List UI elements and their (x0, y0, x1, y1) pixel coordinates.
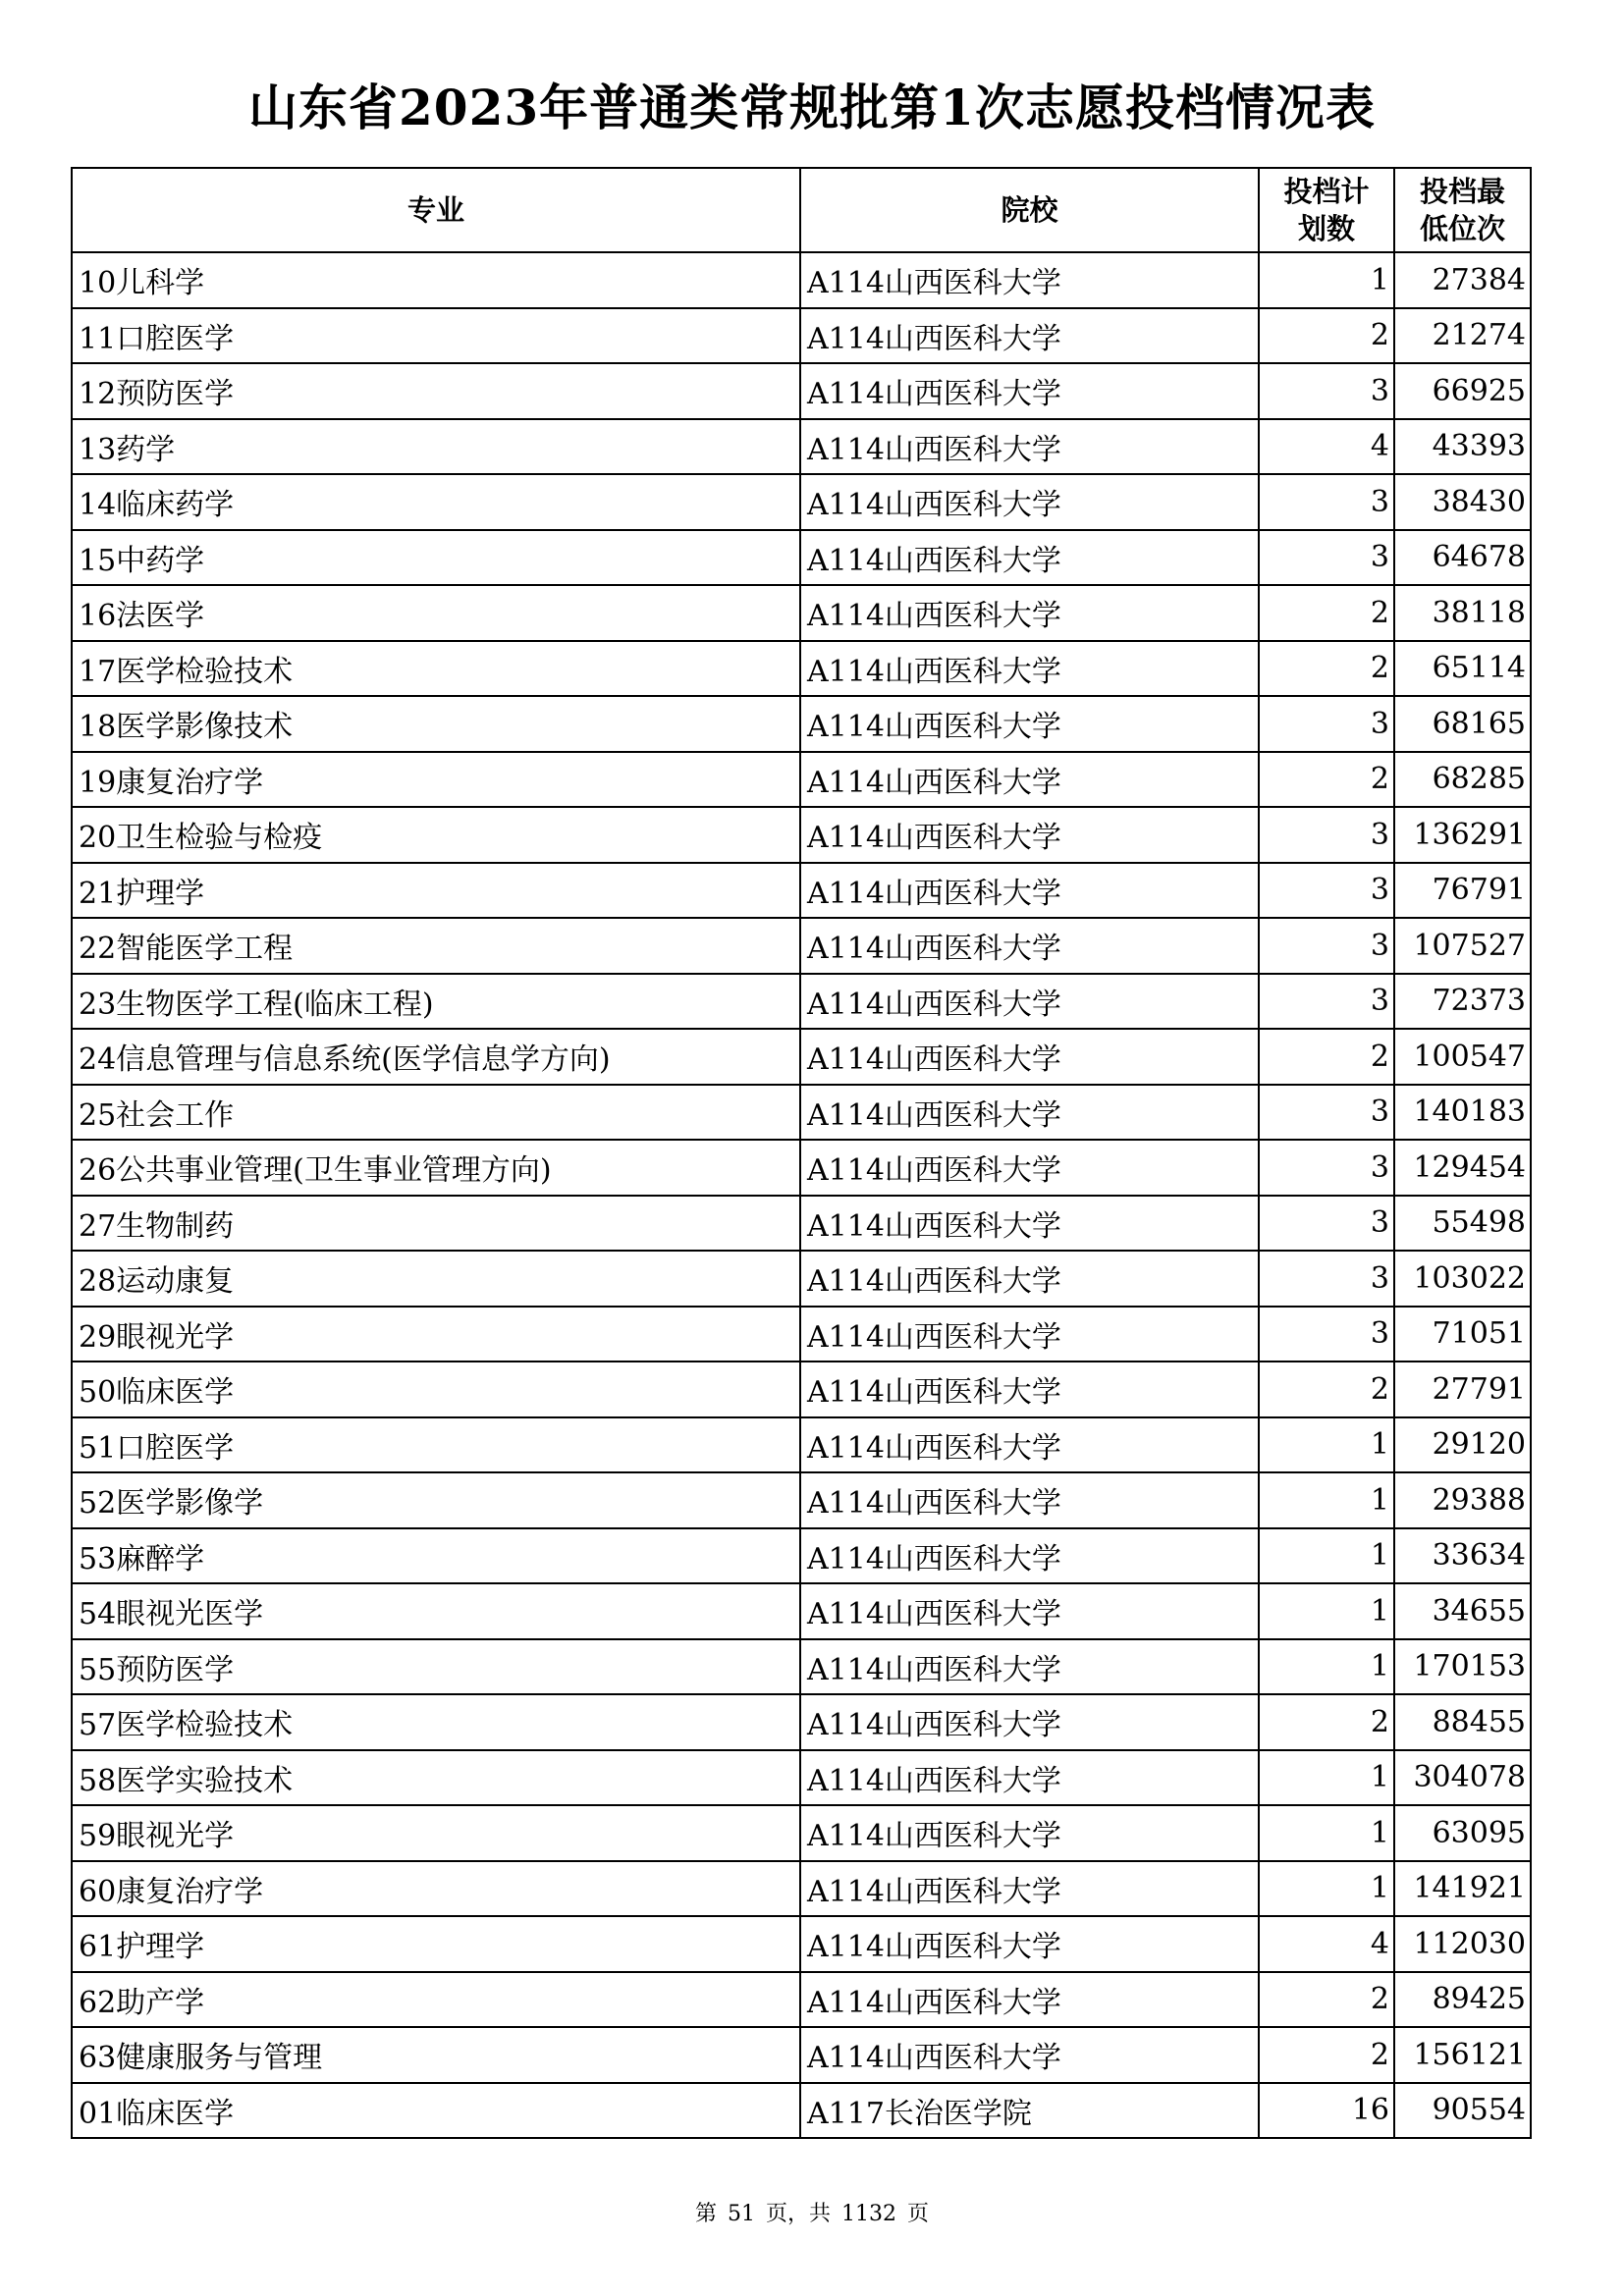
table-row (72, 1085, 1531, 1141)
cell-major: 28运动康复 (72, 1251, 800, 1307)
cell-plan: 4 (1259, 1916, 1394, 1972)
table-row (72, 1140, 1531, 1196)
cell-plan: 3 (1259, 807, 1394, 863)
cell-plan: 2 (1259, 1362, 1394, 1417)
cell-rank: 34655 (1394, 1583, 1531, 1639)
table-row (72, 2083, 1531, 2139)
cell-rank: 89425 (1394, 1972, 1531, 2028)
cell-plan: 1 (1259, 1417, 1394, 1473)
cell-school: A114山西医科大学 (800, 363, 1259, 419)
cell-plan: 3 (1259, 863, 1394, 919)
table-row (72, 252, 1531, 308)
table-row (72, 696, 1531, 752)
cell-school: A114山西医科大学 (800, 1861, 1259, 1917)
cell-plan: 1 (1259, 1861, 1394, 1917)
table-row (72, 1362, 1531, 1417)
cell-plan: 1 (1259, 252, 1394, 308)
cell-school: A114山西医科大学 (800, 1140, 1259, 1196)
cell-plan: 3 (1259, 918, 1394, 974)
table-row (72, 585, 1531, 641)
cell-major: 55预防医学 (72, 1639, 800, 1695)
cell-school: A114山西医科大学 (800, 252, 1259, 308)
cell-school: A114山西医科大学 (800, 419, 1259, 475)
header-school: 院校 (800, 168, 1259, 252)
cell-major: 29眼视光学 (72, 1307, 800, 1362)
cell-school: A114山西医科大学 (800, 1528, 1259, 1584)
table-row (72, 530, 1531, 586)
cell-school: A114山西医科大学 (800, 2027, 1259, 2083)
cell-rank: 141921 (1394, 1861, 1531, 1917)
cell-school: A114山西医科大学 (800, 474, 1259, 530)
cell-rank: 27384 (1394, 252, 1531, 308)
cell-rank: 304078 (1394, 1750, 1531, 1806)
cell-major: 51口腔医学 (72, 1417, 800, 1473)
cell-plan: 1 (1259, 1528, 1394, 1584)
table-body (72, 252, 1531, 2138)
cell-rank: 63095 (1394, 1805, 1531, 1861)
cell-school: A114山西医科大学 (800, 1916, 1259, 1972)
cell-plan: 2 (1259, 641, 1394, 697)
cell-school: A114山西医科大学 (800, 1694, 1259, 1750)
cell-school: A114山西医科大学 (800, 1196, 1259, 1252)
table-row (72, 1639, 1531, 1695)
cell-rank: 88455 (1394, 1694, 1531, 1750)
cell-rank: 112030 (1394, 1916, 1531, 1972)
cell-major: 61护理学 (72, 1916, 800, 1972)
header-major: 专业 (72, 168, 800, 252)
table-row (72, 641, 1531, 697)
cell-rank: 90554 (1394, 2083, 1531, 2139)
cell-major: 63健康服务与管理 (72, 2027, 800, 2083)
table-row (72, 1916, 1531, 1972)
cell-major: 24信息管理与信息系统(医学信息学方向) (72, 1029, 800, 1085)
cell-rank: 136291 (1394, 807, 1531, 863)
page-title: 山东省2023年普通类常规批第1次志愿投档情况表 (248, 79, 1376, 136)
cell-plan: 1 (1259, 1805, 1394, 1861)
cell-rank: 21274 (1394, 308, 1531, 364)
cell-plan: 3 (1259, 1140, 1394, 1196)
header-rank-line2: 低位次 (1419, 212, 1505, 245)
cell-plan: 1 (1259, 1583, 1394, 1639)
cell-plan: 3 (1259, 696, 1394, 752)
table-row (72, 363, 1531, 419)
cell-major: 19康复治疗学 (72, 752, 800, 808)
cell-major: 18医学影像技术 (72, 696, 800, 752)
cell-school: A114山西医科大学 (800, 974, 1259, 1030)
table-row (72, 419, 1531, 475)
cell-rank: 66925 (1394, 363, 1531, 419)
table-row (72, 1805, 1531, 1861)
footer-suffix: 页 (907, 2202, 930, 2226)
cell-rank: 43393 (1394, 419, 1531, 475)
cell-school: A114山西医科大学 (800, 752, 1259, 808)
footer-page-total: 1132 (841, 2202, 896, 2226)
table-row (72, 918, 1531, 974)
cell-school: A114山西医科大学 (800, 807, 1259, 863)
table-row (72, 2027, 1531, 2083)
cell-rank: 129454 (1394, 1140, 1531, 1196)
cell-plan: 1 (1259, 1472, 1394, 1528)
cell-rank: 29388 (1394, 1472, 1531, 1528)
cell-major: 11口腔医学 (72, 308, 800, 364)
cell-plan: 3 (1259, 530, 1394, 586)
cell-plan: 3 (1259, 1196, 1394, 1252)
footer-page-number: 51 (727, 2202, 755, 2226)
cell-school: A114山西医科大学 (800, 1417, 1259, 1473)
cell-rank: 71051 (1394, 1307, 1531, 1362)
cell-major: 25社会工作 (72, 1085, 800, 1141)
cell-plan: 16 (1259, 2083, 1394, 2139)
cell-major: 14临床药学 (72, 474, 800, 530)
table-row (72, 1417, 1531, 1473)
cell-school: A114山西医科大学 (800, 1805, 1259, 1861)
header-plan-line2: 划数 (1297, 212, 1355, 245)
cell-school: A114山西医科大学 (800, 530, 1259, 586)
cell-plan: 3 (1259, 474, 1394, 530)
cell-rank: 33634 (1394, 1528, 1531, 1584)
cell-rank: 107527 (1394, 918, 1531, 974)
footer-prefix: 第 (694, 2202, 717, 2226)
cell-major: 62助产学 (72, 1972, 800, 2028)
cell-major: 23生物医学工程(临床工程) (72, 974, 800, 1030)
cell-school: A114山西医科大学 (800, 1085, 1259, 1141)
table-row (72, 1861, 1531, 1917)
cell-rank: 170153 (1394, 1639, 1531, 1695)
cell-school: A114山西医科大学 (800, 1972, 1259, 2028)
table-header-row (72, 168, 1531, 252)
table-row (72, 974, 1531, 1030)
cell-major: 59眼视光学 (72, 1805, 800, 1861)
table-row (72, 1528, 1531, 1584)
cell-plan: 1 (1259, 1639, 1394, 1695)
table-row (72, 1196, 1531, 1252)
table-row (72, 1029, 1531, 1085)
table-row (72, 807, 1531, 863)
table-row (72, 863, 1531, 919)
cell-major: 22智能医学工程 (72, 918, 800, 974)
cell-major: 12预防医学 (72, 363, 800, 419)
cell-plan: 2 (1259, 1029, 1394, 1085)
cell-major: 57医学检验技术 (72, 1694, 800, 1750)
cell-major: 50临床医学 (72, 1362, 800, 1417)
cell-major: 15中药学 (72, 530, 800, 586)
cell-school: A114山西医科大学 (800, 1029, 1259, 1085)
cell-rank: 156121 (1394, 2027, 1531, 2083)
cell-plan: 1 (1259, 1750, 1394, 1806)
cell-school: A114山西医科大学 (800, 1583, 1259, 1639)
cell-school: A114山西医科大学 (800, 1307, 1259, 1362)
table-row (72, 1307, 1531, 1362)
table-row (72, 474, 1531, 530)
header-rank-line1: 投档最 (1419, 175, 1505, 208)
cell-plan: 4 (1259, 419, 1394, 475)
table-row (72, 1694, 1531, 1750)
cell-rank: 27791 (1394, 1362, 1531, 1417)
admission-table (71, 167, 1532, 2139)
cell-major: 58医学实验技术 (72, 1750, 800, 1806)
cell-plan: 2 (1259, 585, 1394, 641)
cell-major: 26公共事业管理(卫生事业管理方向) (72, 1140, 800, 1196)
cell-rank: 103022 (1394, 1251, 1531, 1307)
cell-plan: 3 (1259, 1085, 1394, 1141)
cell-major: 52医学影像学 (72, 1472, 800, 1528)
cell-major: 21护理学 (72, 863, 800, 919)
cell-major: 53麻醉学 (72, 1528, 800, 1584)
table-row (72, 1472, 1531, 1528)
cell-plan: 2 (1259, 752, 1394, 808)
cell-school: A114山西医科大学 (800, 585, 1259, 641)
cell-major: 16法医学 (72, 585, 800, 641)
cell-plan: 3 (1259, 974, 1394, 1030)
table-row (72, 1972, 1531, 2028)
cell-major: 27生物制药 (72, 1196, 800, 1252)
cell-rank: 55498 (1394, 1196, 1531, 1252)
cell-plan: 2 (1259, 1694, 1394, 1750)
cell-school: A114山西医科大学 (800, 863, 1259, 919)
table-row (72, 1583, 1531, 1639)
table-row (72, 1750, 1531, 1806)
cell-rank: 72373 (1394, 974, 1531, 1030)
cell-rank: 100547 (1394, 1029, 1531, 1085)
header-rank (1394, 168, 1531, 252)
cell-plan: 2 (1259, 1972, 1394, 2028)
cell-major: 13药学 (72, 419, 800, 475)
cell-plan: 3 (1259, 1307, 1394, 1362)
cell-school: A114山西医科大学 (800, 696, 1259, 752)
cell-rank: 140183 (1394, 1085, 1531, 1141)
cell-rank: 68165 (1394, 696, 1531, 752)
cell-school: A114山西医科大学 (800, 1750, 1259, 1806)
cell-school: A117长治医学院 (800, 2083, 1259, 2139)
cell-rank: 38430 (1394, 474, 1531, 530)
footer-mid: 页，共 (765, 2202, 831, 2226)
cell-school: A114山西医科大学 (800, 1472, 1259, 1528)
cell-school: A114山西医科大学 (800, 1362, 1259, 1417)
cell-plan: 2 (1259, 308, 1394, 364)
cell-major: 10儿科学 (72, 252, 800, 308)
table-row (72, 308, 1531, 364)
cell-plan: 2 (1259, 2027, 1394, 2083)
cell-major: 01临床医学 (72, 2083, 800, 2139)
cell-plan: 3 (1259, 363, 1394, 419)
table-row (72, 1251, 1531, 1307)
cell-major: 20卫生检验与检疫 (72, 807, 800, 863)
header-plan-line1: 投档计 (1283, 175, 1370, 208)
cell-rank: 65114 (1394, 641, 1531, 697)
cell-rank: 68285 (1394, 752, 1531, 808)
cell-rank: 76791 (1394, 863, 1531, 919)
cell-rank: 64678 (1394, 530, 1531, 586)
page-footer (0, 2197, 1624, 2227)
cell-school: A114山西医科大学 (800, 1251, 1259, 1307)
cell-rank: 29120 (1394, 1417, 1531, 1473)
cell-major: 17医学检验技术 (72, 641, 800, 697)
header-plan (1259, 168, 1394, 252)
cell-rank: 38118 (1394, 585, 1531, 641)
cell-school: A114山西医科大学 (800, 1639, 1259, 1695)
cell-major: 60康复治疗学 (72, 1861, 800, 1917)
cell-school: A114山西医科大学 (800, 918, 1259, 974)
cell-school: A114山西医科大学 (800, 308, 1259, 364)
cell-plan: 3 (1259, 1251, 1394, 1307)
table-row (72, 752, 1531, 808)
cell-school: A114山西医科大学 (800, 641, 1259, 697)
cell-major: 54眼视光医学 (72, 1583, 800, 1639)
